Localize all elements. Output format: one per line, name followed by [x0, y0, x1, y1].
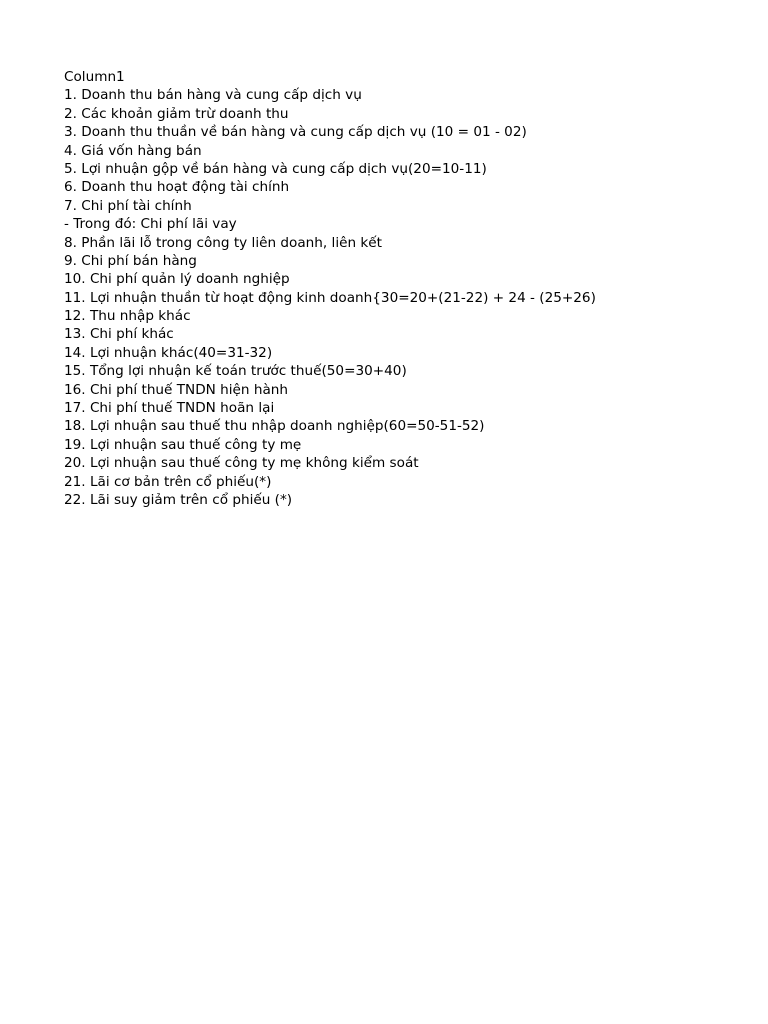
list-item: 22. Lãi suy giảm trên cổ phiếu (*) [64, 491, 293, 508]
column-header: Column1 [64, 69, 125, 85]
list-item: 3. Doanh thu thuần về bán hàng và cung cấp dịch vụ (10 = 01 - 02) [64, 124, 527, 141]
list-item: 5. Lợi nhuận gộp về bán hàng và cung cấp dịch vụ(20=10-11) [64, 160, 487, 177]
list-item: 10. Chi phí quản lý doanh nghiệp [64, 271, 290, 288]
list-item: - Trong đó: Chi phí lãi vay [64, 216, 237, 233]
list-item: 17. Chi phí thuế TNDN hoãn lại [64, 400, 275, 417]
list-item: 18. Lợi nhuận sau thuế thu nhập doanh nghiệp(60=50-51-52) [64, 418, 485, 435]
spreadsheet-column [64, 68, 754, 509]
list-item: 15. Tổng lợi nhuận kế toán trước thuế(50=30+40) [64, 363, 407, 380]
list-item: 2. Các khoản giảm trừ doanh thu [64, 105, 289, 122]
list-item: 4. Giá vốn hàng bán [64, 142, 202, 159]
list-item: 19. Lợi nhuận sau thuế công ty mẹ [64, 436, 302, 453]
list-item: 21. Lãi cơ bản trên cổ phiếu(*) [64, 473, 272, 490]
list-item: 16. Chi phí thuế TNDN hiện hành [64, 381, 289, 398]
list-item: 20. Lợi nhuận sau thuế công ty mẹ không kiểm soát [64, 455, 419, 472]
list-item: 14. Lợi nhuận khác(40=31-32) [64, 344, 273, 361]
list-item: 12. Thu nhập khác [64, 308, 191, 325]
list-item: 7. Chi phí tài chính [64, 197, 192, 214]
list-item: 13. Chi phí khác [64, 326, 174, 343]
list-item: 8. Phần lãi lỗ trong công ty liên doanh, liên kết [64, 234, 382, 251]
list-item: 1. Doanh thu bán hàng và cung cấp dịch vụ [64, 87, 362, 104]
list-item: 11. Lợi nhuận thuần từ hoạt động kinh doanh{30=20+(21-22) + 24 - (25+26) [64, 289, 596, 306]
list-item: 6. Doanh thu hoạt động tài chính [64, 179, 290, 196]
list-item: 9. Chi phí bán hàng [64, 252, 197, 269]
